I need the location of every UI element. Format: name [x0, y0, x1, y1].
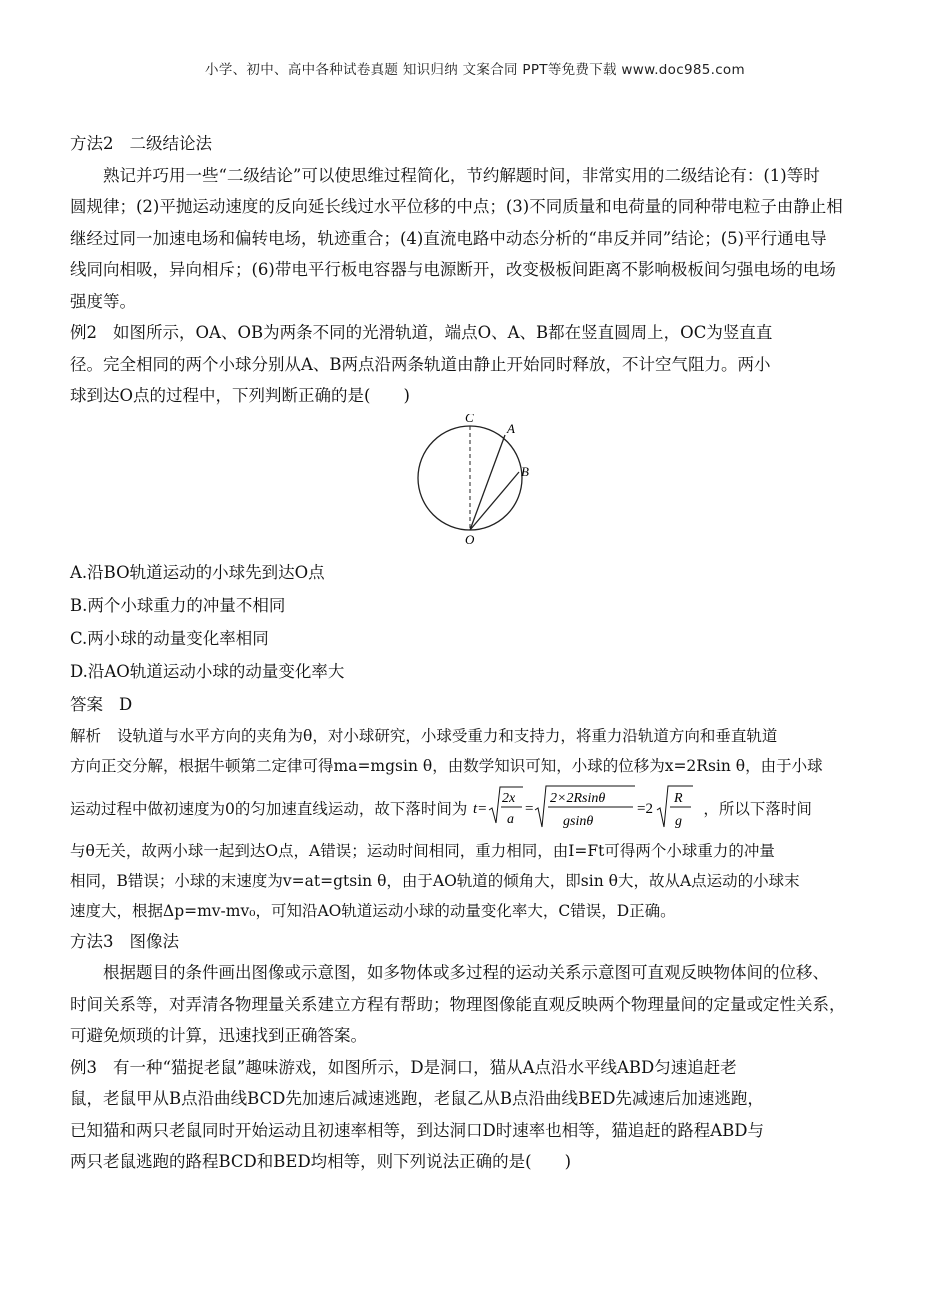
- formula-den1: a: [507, 812, 515, 827]
- solution-line: 相同，B错误；小球的末速度为v=at=gtsin θ，由于AO轨道的倾角大，即sin θ大，故从A点运动的小球末: [70, 871, 800, 890]
- answer-label: 答案: [70, 694, 103, 714]
- option-a: A.沿BO轨道运动的小球先到达O点: [70, 562, 325, 582]
- formula-num2: 2×2Rsinθ: [550, 791, 606, 806]
- time-formula: [471, 783, 699, 833]
- example2-question-line: [70, 317, 885, 349]
- formula-t: t=: [473, 801, 488, 817]
- page-header-banner: 小学、初中、高中各种试卷真题 知识归纳 文案合同 PPT等免费下载 www.doc985.com: [205, 62, 745, 78]
- document-body: [70, 128, 885, 1178]
- solution-line: [70, 721, 885, 751]
- solution-text: ，所以下落时间: [703, 800, 812, 818]
- method3-para-line: 根据题目的条件画出图像或示意图，如多物体或多过程的运动关系示意图可直观反映物体间的位移、: [103, 963, 829, 982]
- label-C: C: [465, 413, 474, 425]
- track-OA: [470, 435, 505, 530]
- example3-question-line: 两只老鼠逃跑的路程BCD和BED均相等，则下列说法正确的是( ): [70, 1152, 572, 1171]
- solution-line: 速度大，根据Δp=mv-mv₀，可知沿AO轨道运动小球的动量变化率大，C错误，D正确。: [70, 901, 676, 920]
- example3-question-line: 已知猫和两只老鼠同时开始运动且初速率相等，到达洞口D时速率也相等，猫追赶的路程ABD与: [70, 1120, 764, 1140]
- example3-text: 有一种“猫捉老鼠”趣味游戏，如图所示，D是洞口，猫从A点沿水平线ABD匀速追赶老: [113, 1057, 737, 1077]
- solution-line: 方向正交分解，根据牛顿第二定律可得ma=mgsin θ，由数学知识可知，小球的位移为x=2Rsin θ，由于小球: [70, 756, 823, 775]
- solution-formula-line: [70, 781, 885, 836]
- method3-title: 图像法: [129, 931, 179, 951]
- method3-para-line: 可避免烦琐的计算，迅速找到正确答案。: [70, 1026, 367, 1045]
- method2-title: 二级结论法: [129, 134, 212, 153]
- solution-label: 解析: [70, 726, 102, 745]
- solution-text: 运动过程中做初速度为0的匀加速直线运动，故下落时间为: [70, 800, 468, 818]
- answer-line: [70, 688, 885, 721]
- example2-question-line: 球到达O点的过程中，下列判断正确的是( ): [70, 386, 410, 405]
- method2-para-line: 线同向相吸，异向相斥；(6)带电平行板电容器与电源断开，改变极板间距离不影响极板间匀强电场的电场: [70, 260, 836, 279]
- label-A: A: [507, 420, 515, 436]
- option-c: C.两小球的动量变化率相同: [70, 628, 269, 648]
- formula-num3: R: [674, 791, 683, 806]
- method3-para-line: 时间关系等，对弄清各物理量关系建立方程有帮助；物理图像能直观反映两个物理量间的定量或定性关系，: [70, 994, 846, 1014]
- method2-para-line: 熟记并巧用一些“二级结论”可以使思维过程简化，节约解题时间，非常实用的二级结论有：(1)等时: [103, 165, 820, 185]
- method2-para-line: 圆规律；(2)平抛运动速度的反向延长线过水平位移的中点；(3)不同质量和电荷量的同种带电粒子由静止相: [70, 197, 843, 216]
- method3-label: 方法3: [70, 931, 114, 951]
- track-OB: [470, 472, 519, 530]
- method3-heading: [70, 926, 885, 958]
- formula-num1: 2x: [502, 791, 516, 806]
- solution-text: 设轨道与水平方向的夹角为θ，对小球研究，小球受重力和支持力，将重力沿轨道方向和垂直轨道: [117, 726, 778, 745]
- formula-den2: gsinθ: [563, 814, 594, 829]
- formula-den3: g: [675, 814, 683, 829]
- example2-question-line: 径。完全相同的两个小球分别从A、B两点沿两条轨道由静止开始同时释放，不计空气阻力。两小: [70, 354, 771, 374]
- example3-label: 例3: [70, 1057, 97, 1077]
- example3-question-line: 鼠，老鼠甲从B点沿曲线BCD先加速后减速逃跑，老鼠乙从B点沿曲线BED先减速后加速逃跑，: [70, 1089, 764, 1108]
- circle-track-figure: [70, 414, 885, 546]
- formula-eq: =: [525, 801, 534, 817]
- option-b: B.两个小球重力的冲量不相同: [70, 595, 286, 615]
- label-B: B: [521, 463, 529, 479]
- circle-diagram: [415, 414, 545, 546]
- answer-value: D: [119, 694, 133, 714]
- option-d: D.沿AO轨道运动小球的动量变化率大: [70, 661, 345, 681]
- method2-para-line: 继经过同一加速电场和偏转电场，轨迹重合；(4)直流电路中动态分析的“串反并同”结论；(5)平行通电导: [70, 228, 827, 248]
- formula-eq2: =2: [637, 801, 654, 817]
- method2-heading: [70, 128, 885, 160]
- example3-question-line: [70, 1052, 885, 1084]
- solution-line: 与θ无关，故两小球一起到达O点，A错误；运动时间相同，重力相同，由I=Ft可得两个小球重力的冲量: [70, 841, 775, 860]
- example2-text: 如图所示，OA、OB为两条不同的光滑轨道，端点O、A、B都在竖直圆周上，OC为竖直直: [113, 323, 773, 342]
- method2-label: 方法2: [70, 134, 114, 153]
- method2-para-line: 强度等。: [70, 291, 136, 311]
- example2-label: 例2: [70, 323, 97, 342]
- label-O: O: [465, 531, 475, 546]
